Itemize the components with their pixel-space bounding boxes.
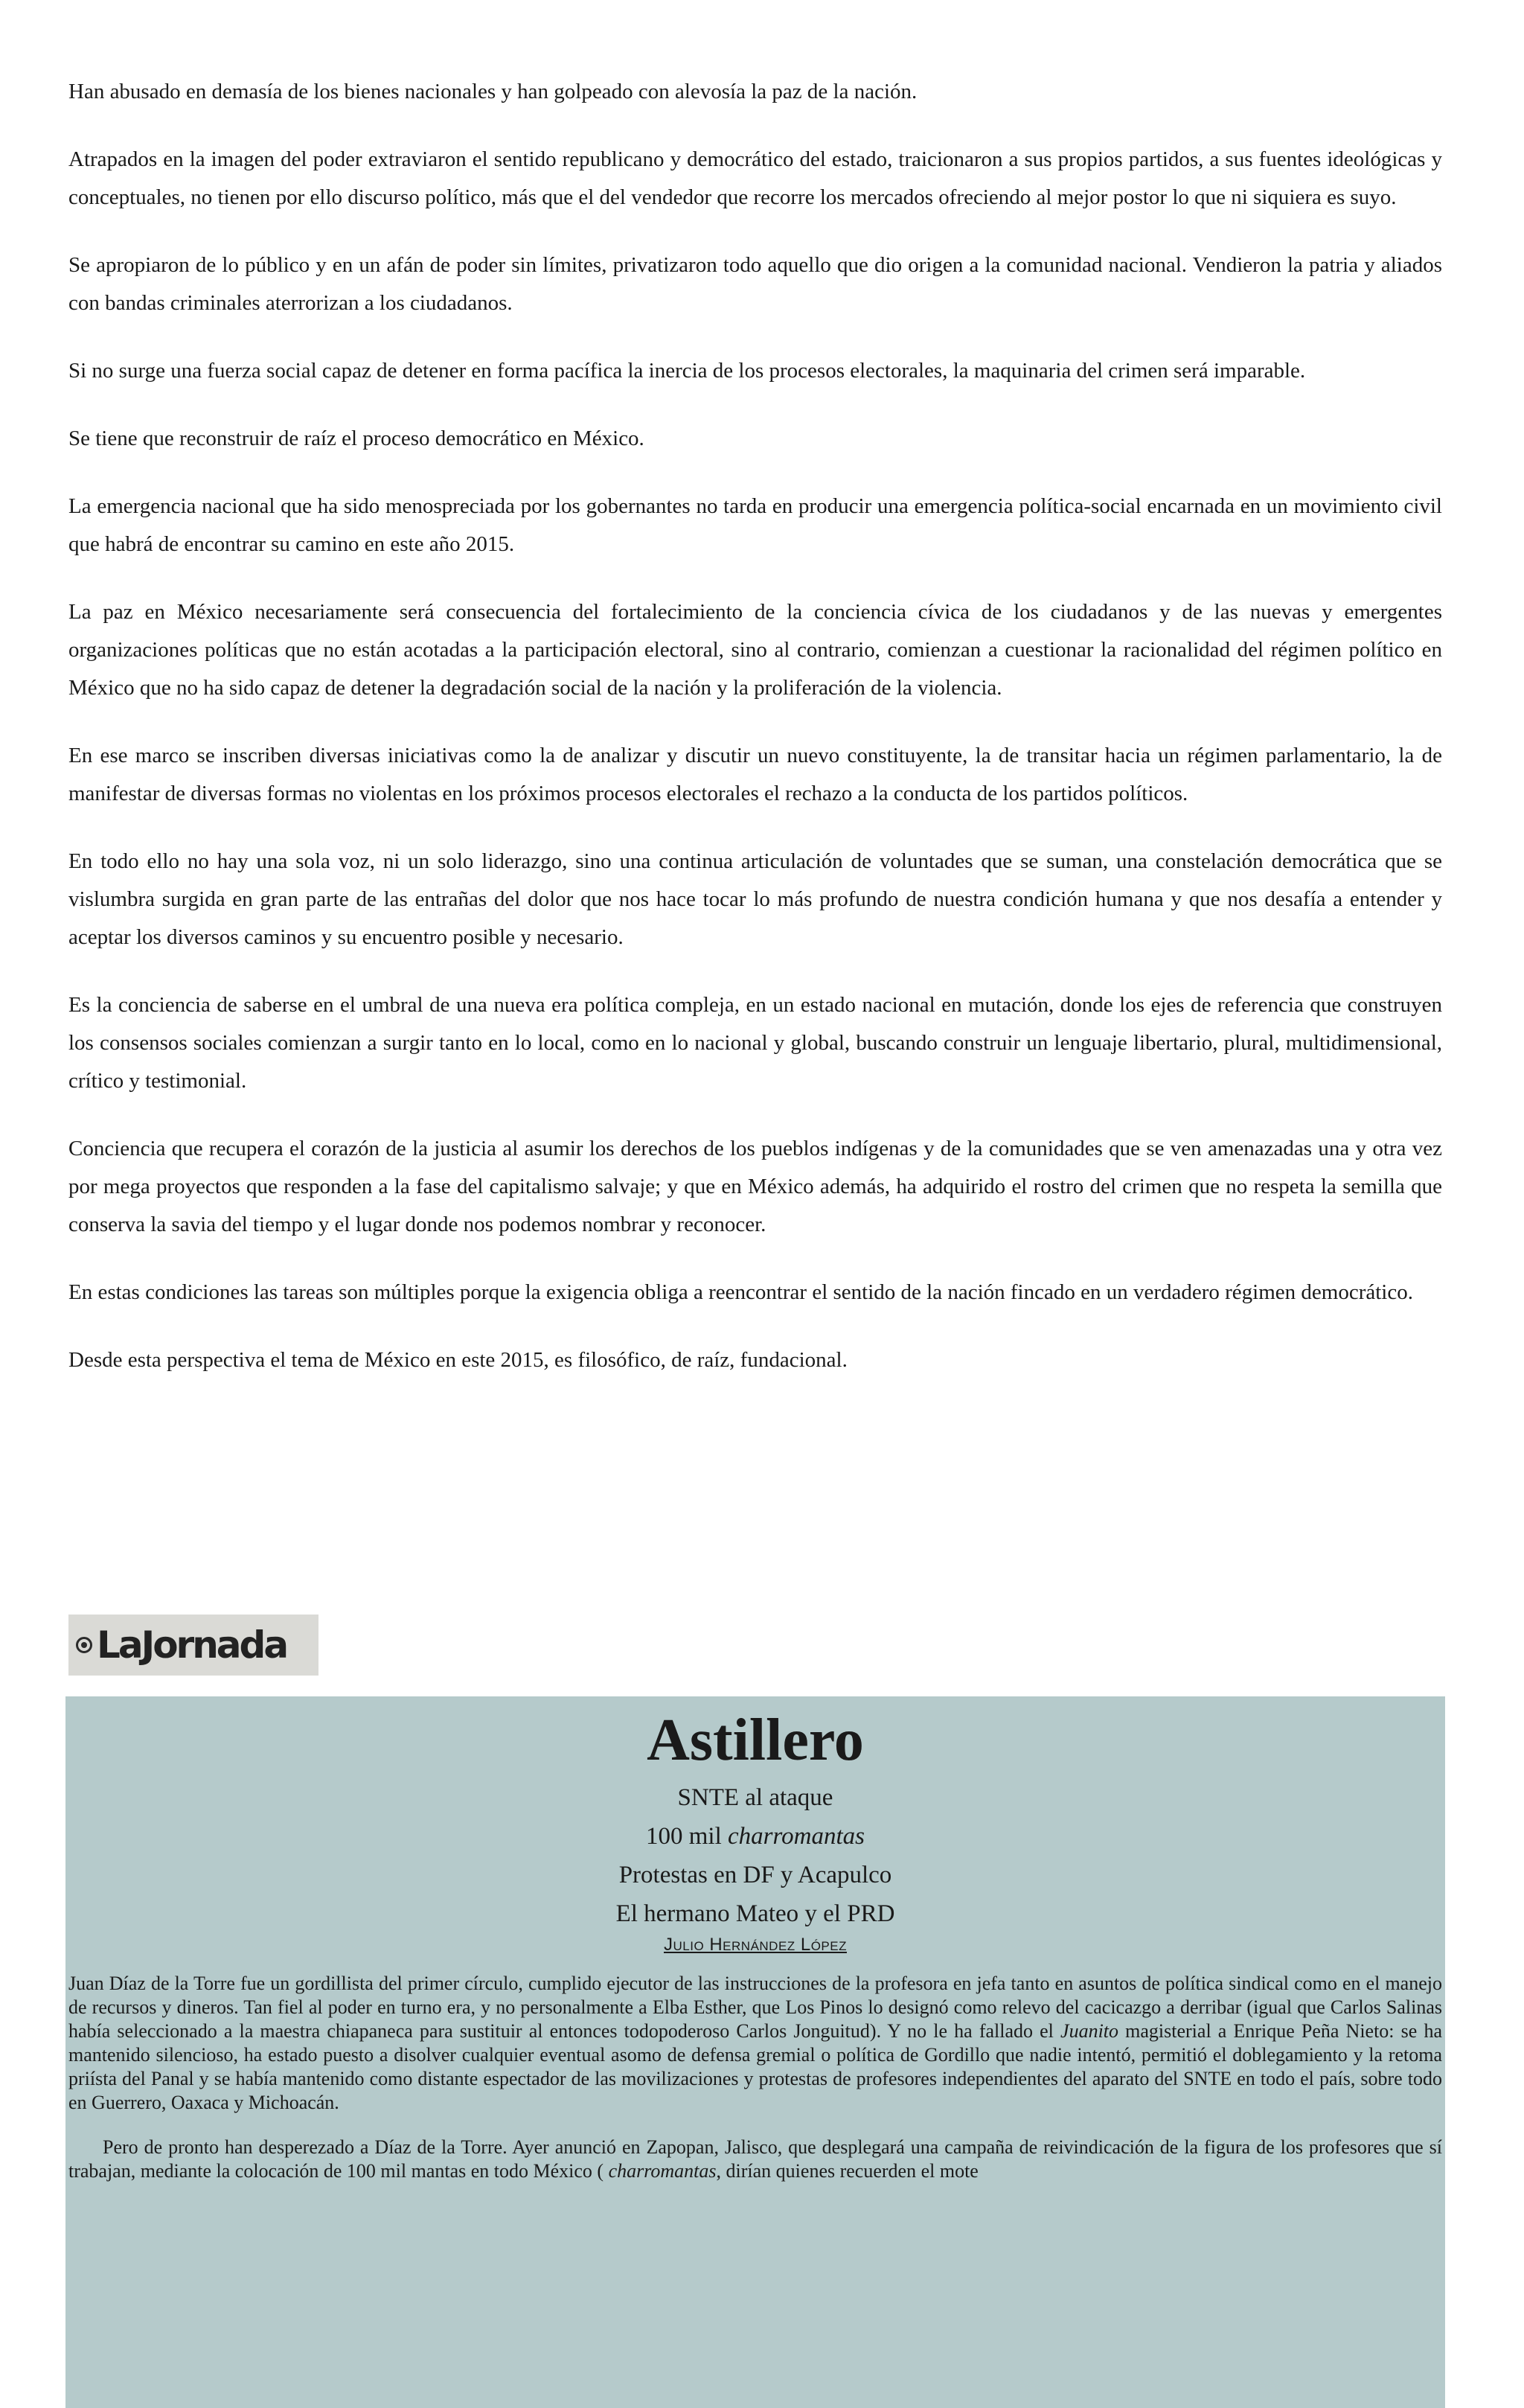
article-paragraph-13: Desde esta perspectiva el tema de México en este 2015, es filosófico, de raíz, fundacional.: [68, 1348, 848, 1372]
article-paragraph-5: Se tiene que reconstruir de raíz el proceso democrático en México.: [68, 427, 644, 450]
column-paragraph-1-text-b: magisterial a Enrique Peña Nieto: se ha mantenido silencioso, ha estado puesto a disolver cualquier eventual asomo de defensa gremial o política de Gordillo que nadie intentó, permitió el doblegamiento y la retoma priísta del Panal y se había mantenido como distante espectador de las movilizaciones y protestas de profesores independientes del aparato del SNTE en todo el país, sobre todo en Guerrero, Oaxaca y Michoacán.: [68, 2020, 1442, 2113]
logo-text: LaJornada: [97, 1623, 287, 1667]
headline-2: [65, 1817, 1445, 1856]
column-headlines: [65, 1778, 1445, 1933]
article-paragraph-7: La paz en México necesariamente será consecuencia del fortalecimiento de la conciencia cívica de los ciudadanos y de las nuevas y emergentes organizaciones políticas que no están acotadas a la participación electoral, sino al contrario, comienzan a cuestionar la racionalidad del régimen político en México que no ha sido capaz de detener la degradación social de la nación y la proliferación de la violencia.: [68, 600, 1442, 700]
la-jornada-logo: [68, 1615, 318, 1676]
article-paragraph-9: En todo ello no hay una sola voz, ni un solo liderazgo, sino una continua articulación de voluntades que se suman, una constelación democrática que se vislumbra surgida en gran parte de las entrañas del dolor que nos hace tocar lo más profundo de nuestra condición humana y que nos desafía a entender y aceptar los diversos caminos y su encuentro posible y necesario.: [68, 849, 1442, 949]
headline-4: El hermano Mateo y el PRD: [615, 1900, 895, 1927]
article-paragraph-11: Conciencia que recupera el corazón de la justicia al asumir los derechos de los pueblos indígenas y de la comunidades que se ven amenazadas una y otra vez por mega proyectos que responden a la fase del capitalismo salvaje; y que en México además, ha adquirido el rostro del crimen que no respeta la semilla que conserva la savia del tiempo y el lugar donde nos podemos nombrar y reconocer.: [68, 1137, 1442, 1236]
column-paragraph-1-italic: Juanito: [1060, 2020, 1119, 2042]
column-title: Astillero: [647, 1708, 864, 1773]
article-paragraph-1: Han abusado en demasía de los bienes nacionales y han golpeado con alevosía la paz de la nación.: [68, 80, 918, 103]
headline-3: Protestas en DF y Acapulco: [618, 1862, 892, 1888]
headline-2-italic: charromantas: [728, 1823, 865, 1850]
article-paragraph-8: En ese marco se inscriben diversas iniciativas como la de analizar y discutir un nuevo constituyente, la de transitar hacia un régimen parlamentario, la de manifestar de diversas formas no violentas en los próximos procesos electorales el rechazo a la conducta de los partidos políticos.: [68, 744, 1442, 805]
astillero-column: [65, 1696, 1445, 2408]
article-paragraph-6: La emergencia nacional que ha sido menospreciada por los gobernantes no tarda en producir una emergencia política-social encarnada en un movimiento civil que habrá de encontrar su camino en este año 2015.: [68, 494, 1442, 556]
article-body: [68, 73, 1442, 1409]
article-paragraph-12: En estas condiciones las tareas son múltiples porque la exigencia obliga a reencontrar el sentido de la nación fincado en un verdadero régimen democrático.: [68, 1280, 1413, 1304]
column-paragraph-2-italic: charromantas: [608, 2160, 717, 2182]
column-paragraph-2-text-b: , dirían quienes recuerden el mote: [716, 2160, 979, 2182]
author-byline[interactable]: Julio Hernández López: [664, 1935, 847, 1955]
column-paragraph-1-text-a: Juan Díaz de la Torre fue un gordillista del primer círculo, cumplido ejecutor de las instrucciones de la profesora en jefa tanto en asuntos de política sindical como en el manejo de recursos y dineros. Tan fiel al poder en turno era, y no personalmente a Elba Esther, que Los Pinos lo designó como relevo del cacicazgo a derribar (igual que Carlos Salinas había seleccionado a la maestra chiapaneca para sustituir al entonces todopoderoso Carlos Jonguitud). Y no le ha fallado el: [68, 1973, 1442, 2042]
article-paragraph-3: Se apropiaron de lo público y en un afán de poder sin límites, privatizaron todo aquello que dio origen a la comunidad nacional. Vendieron la patria y aliados con bandas criminales aterrorizan a los ciudadanos.: [68, 253, 1442, 315]
logo-circle-icon: [76, 1637, 92, 1653]
column-paragraph-1: [68, 1972, 1442, 2115]
column-paragraph-2: [68, 2136, 1442, 2183]
headline-1: SNTE al ataque: [677, 1784, 833, 1811]
column-paragraph-2-text-a: Pero de pronto han desperezado a Díaz de la Torre. Ayer anunció en Zapopan, Jalisco, que desplegará una campaña de reivindicación de la figura de los profesores que sí trabajan, mediante la colocación de 100 mil mantas en todo México (: [68, 2136, 1442, 2182]
article-paragraph-4: Si no surge una fuerza social capaz de detener en forma pacífica la inercia de los procesos electorales, la maquinaria del crimen será imparable.: [68, 359, 1306, 383]
article-paragraph-2: Atrapados en la imagen del poder extraviaron el sentido republicano y democrático del estado, traicionaron a sus propios partidos, a sus fuentes ideológicas y conceptuales, no tienen por ello discurso político, más que el del vendedor que recorre los mercados ofreciendo al mejor postor lo que ni siquiera es suyo.: [68, 147, 1442, 209]
column-body: [65, 1955, 1445, 2183]
article-paragraph-10: Es la conciencia de saberse en el umbral de una nueva era política compleja, en un estado nacional en mutación, donde los ejes de referencia que construyen los consensos sociales comienzan a surgir tanto en lo local, como en lo nacional y global, buscando construir un lenguaje libertario, plural, multidimensional, crítico y testimonial.: [68, 993, 1442, 1093]
headline-2-prefix: 100 mil: [646, 1823, 729, 1850]
